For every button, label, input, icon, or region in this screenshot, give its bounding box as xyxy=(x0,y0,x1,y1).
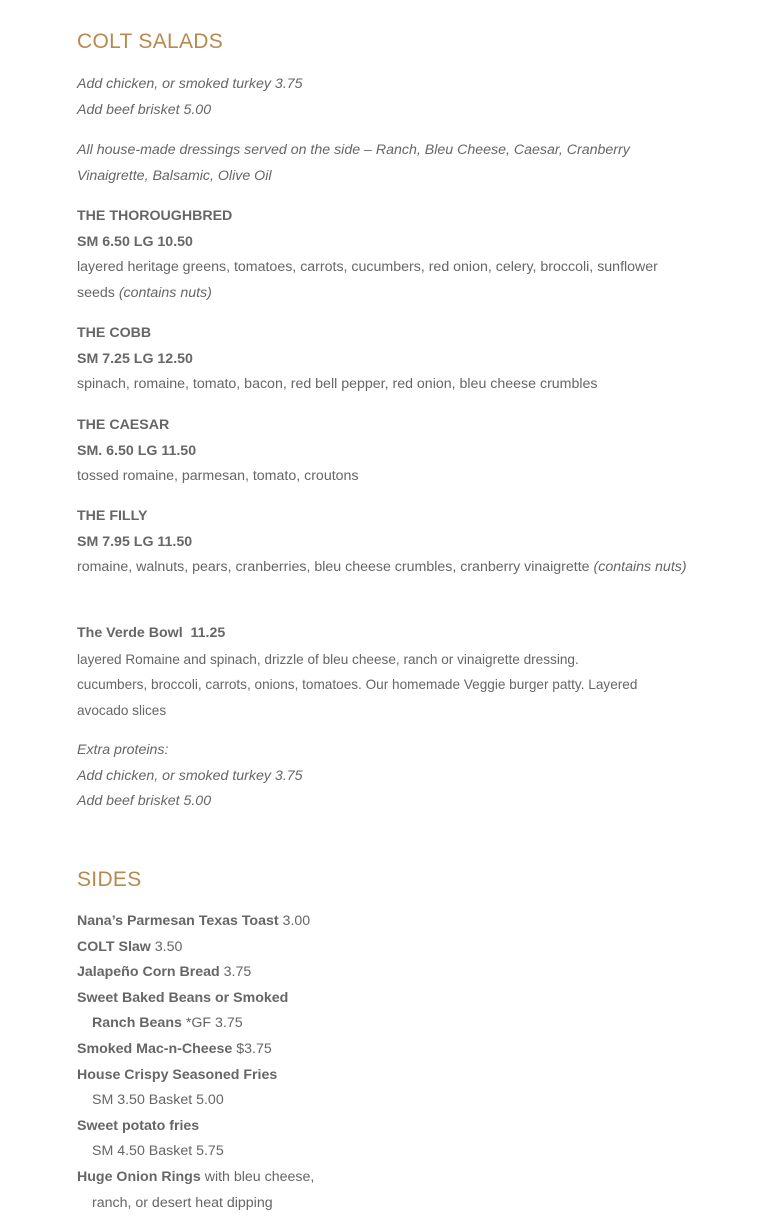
salad-price: SM 6.50 LG 10.50 xyxy=(77,233,193,250)
salads-title: COLT SALADS xyxy=(77,30,224,53)
salad-name: THE THOROUGHBRED xyxy=(77,208,233,224)
salad-name: The Verde Bowl 11.25 xyxy=(77,625,226,641)
contains-nuts-note: (contains nuts) xyxy=(593,559,687,576)
side-item: Smoked Mac-n-Cheese $3.75 xyxy=(77,1040,272,1057)
side-item: Nana’s Parmesan Texas Toast 3.00 xyxy=(77,913,311,929)
salad-price: SM 7.95 LG 11.50 xyxy=(77,533,193,550)
sides-title: SIDES xyxy=(77,868,142,891)
salad-desc: tossed romaine, parmesan, tomato, croutons xyxy=(77,468,359,485)
side-item: Sweet potato fries xyxy=(77,1117,200,1134)
salad-item-verde-bowl xyxy=(77,621,667,723)
extra-protein-line: Add beef brisket 5.00 xyxy=(77,793,212,810)
sides-list xyxy=(77,909,687,1216)
salad-item-thoroughbred xyxy=(77,204,687,306)
salad-item-caesar xyxy=(77,413,687,490)
salad-desc: layered heritage greens, tomatoes, carrots, cucumbers, red onion, celery, broccoli, sunflower seeds (contains nuts) xyxy=(77,259,658,301)
contains-nuts-note: (contains nuts) xyxy=(118,284,212,301)
salad-item-filly xyxy=(77,504,687,581)
addon-line: Add beef brisket 5.00 xyxy=(77,101,212,118)
extra-protein-line: Add chicken, or smoked turkey 3.75 xyxy=(77,767,303,784)
side-item: Sweet Baked Beans or Smoked xyxy=(77,989,289,1006)
salad-price: SM. 6.50 LG 11.50 xyxy=(77,442,197,459)
side-item: House Crispy Seasoned Fries xyxy=(77,1066,278,1083)
side-item: Jalapeño Corn Bread 3.75 xyxy=(77,964,252,981)
side-item: SM 4.50 Basket 5.75 xyxy=(92,1143,224,1160)
side-item: ranch, or desert heat dipping xyxy=(92,1194,273,1211)
salads-addons xyxy=(77,72,687,123)
salad-desc: romaine, walnuts, pears, cranberries, bleu cheese crumbles, cranberry vinaigrette (contains nuts) xyxy=(77,559,687,576)
side-item: Huge Onion Rings with bleu cheese, xyxy=(77,1168,315,1185)
salad-price: SM 7.25 LG 12.50 xyxy=(77,350,193,367)
side-item: Ranch Beans *GF 3.75 xyxy=(92,1015,243,1032)
salad-desc: cucumbers, broccoli, carrots, onions, tomatoes. Our homemade Veggie burger patty. Layered avocado slices xyxy=(77,677,638,718)
dressings-note: All house-made dressings served on the side – Ranch, Bleu Cheese, Caesar, Cranberry Vinaigrette, Balsamic, Olive Oil xyxy=(77,142,630,184)
salad-item-cobb xyxy=(77,321,687,398)
extra-proteins-label: Extra proteins: xyxy=(77,742,169,758)
salad-desc: spinach, romaine, tomato, bacon, red bell pepper, red onion, bleu cheese crumbles xyxy=(77,376,598,393)
extra-proteins xyxy=(77,738,687,815)
salad-desc: layered Romaine and spinach, drizzle of bleu cheese, ranch or vinaigrette dressing. xyxy=(77,651,579,667)
salad-name: THE COBB xyxy=(77,325,152,341)
side-item: COLT Slaw 3.50 xyxy=(77,938,183,955)
salad-name: THE FILLY xyxy=(77,508,148,524)
side-item: SM 3.50 Basket 5.00 xyxy=(92,1092,224,1109)
addon-line: Add chicken, or smoked turkey 3.75 xyxy=(77,76,303,92)
salad-name: THE CAESAR xyxy=(77,417,170,433)
